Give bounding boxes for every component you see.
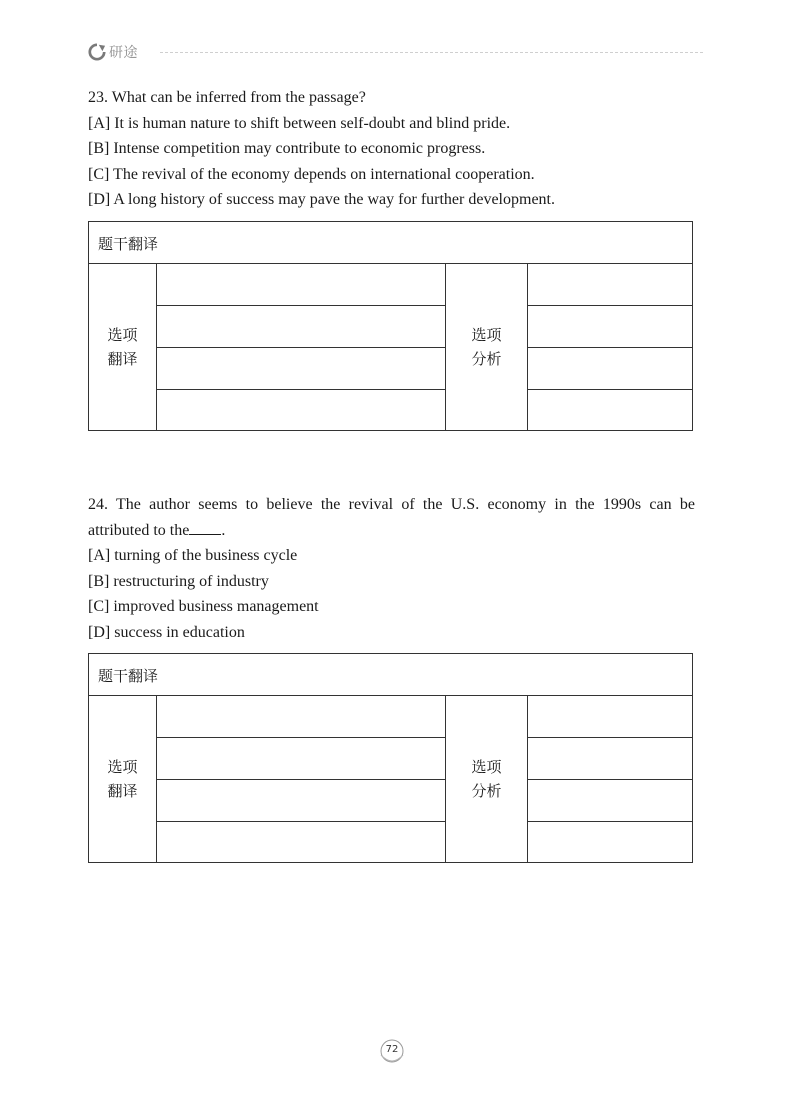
option-a: [A] turning of the business cycle <box>88 547 298 564</box>
analysis-row-divider <box>528 389 692 390</box>
brand-logo-icon <box>88 43 106 61</box>
stem-translation-label: 题干翻译 <box>98 235 159 253</box>
option-analysis-label: 选项 分析 <box>445 264 528 430</box>
stem-translation-row[interactable] <box>89 222 692 264</box>
translation-row-divider <box>157 821 445 822</box>
translation-row-divider <box>157 347 445 348</box>
stem-translation-row[interactable] <box>89 654 692 696</box>
analysis-row-divider <box>528 305 692 306</box>
page-number: 72 <box>385 1044 399 1055</box>
header-divider <box>160 52 703 53</box>
option-c: [C] The revival of the economy depends on international cooperation. <box>88 165 535 183</box>
option-translation-label: 选项 翻译 <box>89 696 157 862</box>
translation-row-divider <box>157 779 445 780</box>
translation-row-divider <box>157 737 445 738</box>
option-translation-label: 选项 翻译 <box>89 264 157 430</box>
analysis-row-divider <box>528 347 692 348</box>
question-23 <box>88 85 695 213</box>
translation-row-divider <box>157 305 445 306</box>
analysis-row-divider <box>528 779 692 780</box>
option-a: [A] It is human nature to shift between self-doubt and blind pride. <box>88 114 511 132</box>
option-d: [D] success in education <box>88 623 245 641</box>
translation-row-divider <box>157 389 445 390</box>
question-24 <box>88 492 695 645</box>
page-header <box>88 40 703 64</box>
option-analysis-label: 选项 分析 <box>445 696 528 862</box>
question-stem-continued: attributed to the . <box>88 518 695 544</box>
option-d: [D] A long history of success may pave the way for further development. <box>88 191 555 208</box>
answer-table-24 <box>88 653 693 863</box>
brand-logo <box>88 42 138 62</box>
option-b: [B] restructuring of industry <box>88 572 269 590</box>
question-stem: 23. What can be inferred from the passage? <box>88 89 366 106</box>
stem-translation-label: 题干翻译 <box>98 667 159 685</box>
answer-blank <box>189 519 221 535</box>
page-number-badge <box>378 1037 406 1065</box>
analysis-row-divider <box>528 821 692 822</box>
analysis-row-divider <box>528 737 692 738</box>
brand-name: 研途 <box>109 45 138 61</box>
option-c: [C] improved business management <box>88 598 319 615</box>
option-b: [B] Intense competition may contribute to economic progress. <box>88 140 486 157</box>
question-stem: 24. The author seems to believe the revival of the U.S. economy in the 1990s can be <box>88 496 695 513</box>
answer-table-23 <box>88 221 693 431</box>
